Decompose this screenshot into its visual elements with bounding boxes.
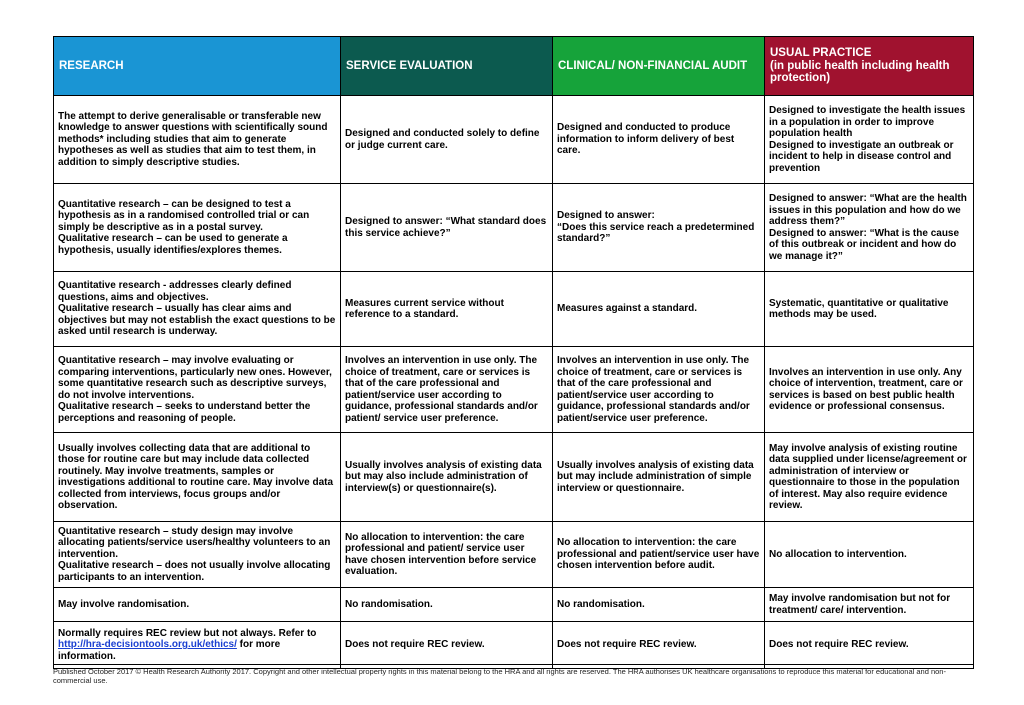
- cell-text: May involve randomisation but not for treatment/ care/ intervention.: [769, 593, 951, 616]
- header-research-label: RESEARCH: [59, 59, 124, 72]
- cell-text: Designed and conducted to produce information to inform delivery of best care.: [557, 122, 735, 157]
- table-row: [54, 272, 974, 347]
- footer-divider: [53, 664, 973, 665]
- cell-audit: [553, 522, 765, 588]
- cell-service: [341, 588, 553, 622]
- cell-usual: [765, 347, 974, 433]
- cell-audit: [553, 96, 765, 184]
- cell-text: Measures current service without reference to a standard.: [345, 297, 504, 320]
- cell-text: No allocation to intervention: the care professional and patient/ service user have chosen intervention before service evaluation.: [345, 531, 537, 577]
- cell-text: Does not require REC review.: [557, 639, 697, 651]
- cell-usual: [765, 96, 974, 184]
- cell-service: [341, 522, 553, 588]
- cell-text: Quantitative research - addresses clearly defined questions, aims and objectives.: [58, 280, 292, 303]
- table-row: [54, 588, 974, 622]
- header-usual-practice: [765, 37, 974, 96]
- header-usual-title: USUAL PRACTICE: [770, 47, 872, 60]
- cell-research: [54, 588, 341, 622]
- cell-text: Quantitative research – study design may involve allocating patients/service users/healthy volunteers to an intervention.: [58, 525, 331, 560]
- header-audit-label: CLINICAL/ NON-FINANCIAL AUDIT: [558, 59, 748, 72]
- cell-text: Designed to investigate the health issues in a population in order to improve population health: [769, 105, 966, 139]
- cell-text: The attempt to derive generalisable or transferable new knowledge to answer questions with scientifically sound methods* including studies that aim to generate hypotheses as well as studies that aim to test them, in addition to simply descriptive studies.: [58, 110, 328, 168]
- footer-copyright: Published October 2017 © Health Research Authority 2017. Copyright and other intellectual property rights in this material belong to the HRA and all rights are reserved. The HRA authorises UK healthcare organisations to reproduce this material for educational and non-commercial use.: [53, 667, 946, 685]
- cell-audit: [553, 588, 765, 622]
- cell-audit: [553, 622, 765, 669]
- cell-research: [54, 96, 341, 184]
- cell-text: Does not require REC review.: [769, 639, 909, 651]
- cell-audit: [553, 433, 765, 522]
- header-row: [54, 37, 974, 96]
- header-usual-subtitle: (in public health including health protection): [770, 59, 950, 85]
- cell-research: [54, 184, 341, 272]
- cell-text: Involves an intervention in use only. The choice of treatment, care or services is that of the care professional and patient/service user according to guidance, professional standards and/or patient/ service user preference.: [345, 355, 538, 424]
- cell-text: Designed to answer: “What standard does this service achieve?”: [345, 216, 547, 239]
- rec-text-after: for more information.: [58, 639, 281, 662]
- cell-text: Quantitative research – may involve evaluating or comparing interventions, particularly new ones. However, some quantitative research such as descriptive surveys, do not involve interventions.: [58, 355, 332, 401]
- cell-text: No randomisation.: [345, 598, 433, 610]
- comparison-table: [53, 36, 974, 669]
- cell-text: Qualitative research – does not usually involve allocating participants to an intervention.: [58, 560, 331, 583]
- cell-text: Usually involves collecting data that are additional to those for routine care but may include data collected routinely. May involve treatments, samples or investigations additional to routine care. May involve data collected from interviews, focus groups and/or observation.: [58, 442, 334, 511]
- table-row: [54, 522, 974, 588]
- cell-text: Designed to investigate an outbreak or incident to help in disease control and prevention: [769, 139, 954, 174]
- cell-audit: [553, 184, 765, 272]
- cell-research: [54, 433, 341, 522]
- cell-service: [341, 433, 553, 522]
- cell-text: Designed to answer: “What is the cause of this outbreak or incident and how do we manage it?”: [769, 227, 960, 262]
- rec-text-before: Normally requires REC review but not always. Refer to: [58, 627, 317, 639]
- cell-text: No allocation to intervention.: [769, 548, 907, 560]
- cell-text: Designed to answer: “What are the health issues in this population and how do we address them?”: [769, 193, 967, 227]
- table-row: [54, 96, 974, 184]
- cell-audit: [553, 347, 765, 433]
- cell-text: Qualitative research – can be used to generate a hypothesis, usually identifies/explores themes.: [58, 233, 288, 256]
- cell-research: [54, 522, 341, 588]
- cell-service: [341, 622, 553, 669]
- cell-text: Usually involves analysis of existing data but may also include administration of interview(s) or questionnaire(s).: [345, 459, 542, 494]
- header-audit: [553, 37, 765, 96]
- cell-text: Qualitative research – usually has clear aims and objectives but may not establish the exact questions to be asked until research is underway.: [58, 303, 336, 338]
- cell-audit: [553, 272, 765, 347]
- cell-usual: [765, 522, 974, 588]
- cell-text: Measures against a standard.: [557, 303, 698, 315]
- table-row: [54, 433, 974, 522]
- cell-text: No randomisation.: [557, 598, 645, 610]
- header-research: [54, 37, 341, 96]
- cell-service: [341, 96, 553, 184]
- cell-text: “Does this service reach a predetermined standard?”: [557, 221, 755, 245]
- cell-service: [341, 184, 553, 272]
- cell-text: Qualitative research – seeks to understand better the perceptions and reasoning of people.: [58, 401, 311, 424]
- cell-usual: [765, 588, 974, 622]
- cell-text: Quantitative research – can be designed to test a hypothesis as in a randomised controlled trial or can simply be descriptive as in a postal survey.: [58, 198, 310, 233]
- cell-text: Systematic, quantitative or qualitative methods may be used.: [769, 297, 949, 320]
- cell-usual: [765, 272, 974, 347]
- cell-usual: [765, 622, 974, 669]
- cell-service: [341, 347, 553, 433]
- table-row-rec-review: [54, 622, 974, 669]
- cell-text: No allocation to intervention: the care professional and patient/service user have chosen intervention before audit.: [557, 537, 760, 572]
- cell-text: May involve analysis of existing routine data supplied under license/agreement or administration of interview or questionnaire to those in the population of interest. May also require evidence review.: [769, 442, 967, 511]
- cell-text: Does not require REC review.: [345, 639, 485, 651]
- cell-usual: [765, 433, 974, 522]
- cell-text: Involves an intervention in use only. Any choice of intervention, treatment, care or services is based on best public health evidence or professional consensus.: [769, 366, 963, 412]
- cell-text: Usually involves analysis of existing data but may include administration of simple interview or questionnaire.: [557, 459, 754, 494]
- cell-service: [341, 272, 553, 347]
- cell-research: [54, 347, 341, 433]
- ethics-link[interactable]: http://hra-decisiontools.org.uk/ethics/: [58, 639, 237, 651]
- cell-usual: [765, 184, 974, 272]
- cell-text: Designed to answer:: [557, 210, 655, 222]
- header-service-label: SERVICE EVALUATION: [346, 59, 473, 72]
- header-service-evaluation: [341, 37, 553, 96]
- cell-text: Designed and conducted solely to define or judge current care.: [345, 128, 540, 151]
- table-row: [54, 347, 974, 433]
- cell-research: [54, 622, 341, 669]
- table-row: [54, 184, 974, 272]
- cell-text: Involves an intervention in use only. The choice of treatment, care or services is that of the care professional and patient/service user according to guidance, professional standards and/or patient/service user preference.: [557, 355, 750, 424]
- cell-text: May involve randomisation.: [58, 598, 190, 610]
- cell-research: [54, 272, 341, 347]
